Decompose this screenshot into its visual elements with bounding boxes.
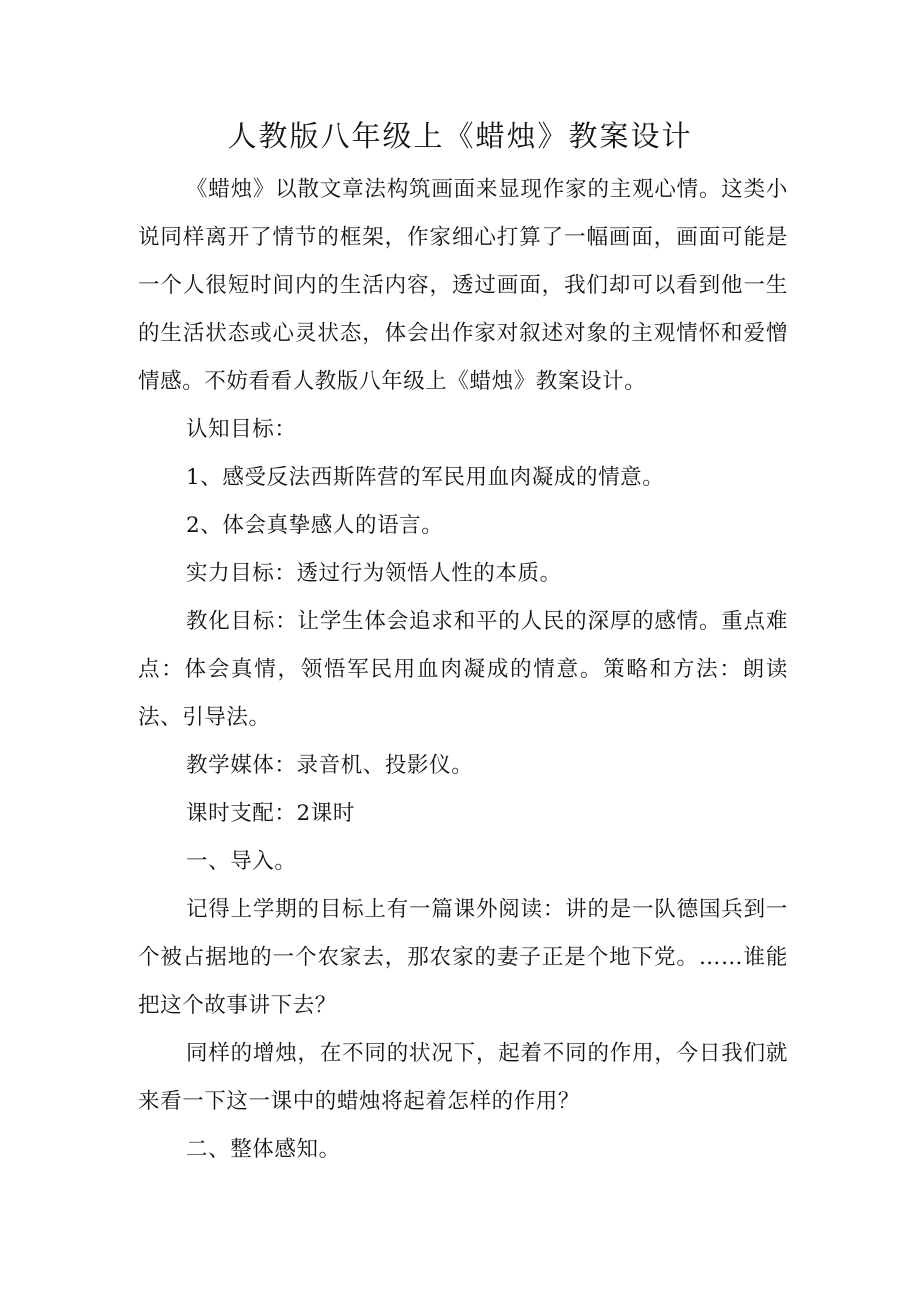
section-heading-introduction: 一、导入。 [186, 849, 297, 874]
class-hours: 课时支配：2课时 [186, 801, 355, 826]
teaching-media: 教学媒体：录音机、投影仪。 [186, 753, 474, 778]
intro-paragraph: 《蜡烛》以散文章法构筑画面来显现作家的主观心情。这类小说同样离开了情节的框架，作家细心打算了一幅画面，画面可能是一个人很短时间内的生活内容，透过画面，我们却可以看到他一生的生活状态或心灵状态，体会出作家对叙述对象的主观情怀和爱憎情感。不妨看看人教版八年级上《蜡烛》教案设计。 [138, 177, 788, 394]
goal-item-1: 1、感受反法西斯阵营的军民用血肉凝成的情意。 [186, 465, 665, 490]
ability-goal: 实力目标：透过行为领悟人性的本质。 [186, 561, 562, 586]
section-heading-overall-perception: 二、整体感知。 [186, 1137, 341, 1162]
document-body [138, 166, 788, 1174]
candle-function-paragraph: 同样的增烛，在不同的状况下，起着不同的作用，今日我们就来看一下这一课中的蜡烛将起着怎样的作用？ [138, 1041, 788, 1114]
goal-item-2: 2、体会真挚感人的语言。 [186, 513, 444, 538]
document-title: 人教版八年级上《蜡烛》教案设计 [227, 119, 693, 153]
introduction-paragraph: 记得上学期的目标上有一篇课外阅读：讲的是一队德国兵到一个被占据地的一个农家去，那农家的妻子正是个地下党。……谁能把这个故事讲下去？ [138, 897, 788, 1018]
education-goal-paragraph: 教化目标：让学生体会追求和平的人民的深厚的感情。重点难点：体会真情，领悟军民用血肉凝成的情意。策略和方法：朗读法、引导法。 [138, 609, 788, 730]
cognitive-goal-heading: 认知目标： [186, 417, 297, 442]
